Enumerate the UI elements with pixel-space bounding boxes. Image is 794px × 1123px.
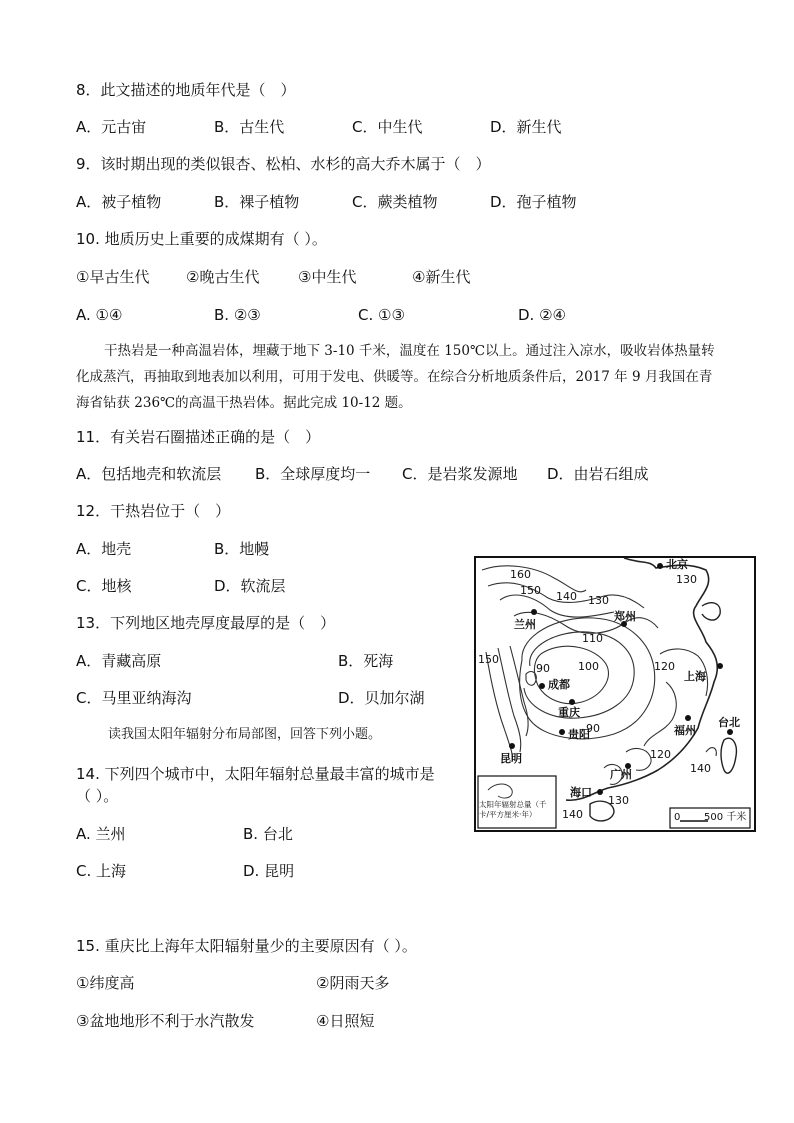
solar-radiation-map: [474, 556, 756, 832]
q11-option-a: A．包括地壳和软流层: [76, 465, 222, 483]
isoline-label: 110: [582, 632, 603, 645]
q13-option-a: A．青藏高原: [76, 652, 162, 670]
q15-item-4: ④日照短: [316, 1012, 375, 1030]
q8-option-a: A．元古宙: [76, 118, 147, 136]
isoline-label: 120: [650, 748, 671, 761]
isoline-label: 90: [536, 662, 550, 675]
q10-item-1: ①早古生代: [76, 268, 150, 286]
q9-option-b: B．裸子植物: [214, 193, 300, 211]
city-dot-chengdu: [539, 683, 545, 689]
q10-stem: 10. 地质历史上重要的成煤期有（ ）。: [76, 230, 327, 248]
isoline-label: 150: [478, 653, 499, 666]
q8-stem: 8．此文描述的地质年代是（ ）: [76, 81, 296, 99]
city-label-chongqing: 重庆: [558, 706, 580, 719]
q8-option-c: C．中生代: [352, 118, 423, 136]
q13-option-d: D．贝加尔湖: [338, 689, 425, 707]
city-dot-haikou: [597, 789, 603, 795]
isoline-label: 150: [520, 584, 541, 597]
scale-zero: 0: [674, 812, 681, 823]
q10-option-a: A. ①④: [76, 306, 123, 324]
q12-option-b: B．地幔: [214, 540, 270, 558]
q10-option-d: D. ②④: [518, 306, 566, 324]
q9-option-d: D．孢子植物: [490, 193, 577, 211]
city-dot-guiyang: [559, 729, 565, 735]
city-dot-kunming: [509, 743, 515, 749]
q10-item-2: ②晚古生代: [186, 268, 260, 286]
q8-option-b: B．古生代: [214, 118, 285, 136]
q10-item-3: ③中生代: [298, 268, 357, 286]
city-dot-beijing: [657, 563, 663, 569]
q14-option-d: D. 昆明: [243, 862, 295, 880]
q10-option-c: C. ①③: [358, 306, 405, 324]
q13-option-b: B．死海: [338, 652, 394, 670]
city-label-guiyang: 贵阳: [568, 728, 590, 741]
isoline-label: 130: [608, 794, 629, 807]
q14-option-a: A. 兰州: [76, 825, 126, 843]
q12-option-a: A．地壳: [76, 540, 132, 558]
city-dot-shanghai: [717, 663, 723, 669]
q13-stem: 13．下列地区地壳厚度最厚的是（ ）: [76, 614, 336, 632]
q11-option-d: D．由岩石组成: [547, 465, 649, 483]
isoline-label: 140: [556, 590, 577, 603]
city-label-haikou: 海口: [570, 786, 592, 799]
q12-option-c: C．地核: [76, 577, 132, 595]
isoline-label: 130: [588, 594, 609, 607]
q8-option-d: D．新生代: [490, 118, 562, 136]
isoline-label: 90: [586, 722, 600, 735]
q9-option-a: A．被子植物: [76, 193, 162, 211]
q13-option-c: C．马里亚纳海沟: [76, 689, 192, 707]
q15-stem: 15. 重庆比上海年太阳辐射量少的主要原因有（ ）。: [76, 937, 417, 955]
city-label-beijing: 北京: [666, 558, 688, 571]
q10-item-4: ④新生代: [412, 268, 471, 286]
isoline-label: 120: [654, 660, 675, 673]
q15-item-2: ②阴雨天多: [316, 974, 390, 992]
q15-item-1: ①纬度高: [76, 974, 135, 992]
city-dot-chongqing: [569, 699, 575, 705]
city-label-guangzhou: 广州: [610, 768, 632, 781]
q9-stem: 9．该时期出现的类似银杏、松柏、水杉的高大乔木属于（ ）: [76, 155, 491, 173]
q14-option-c: C. 上海: [76, 862, 127, 880]
city-dot-taipei: [727, 729, 733, 735]
q11-option-b: B．全球厚度均一: [255, 465, 371, 483]
q15-item-3: ③盆地地形不利于水汽散发: [76, 1012, 255, 1030]
isoline-label: 160: [510, 568, 531, 581]
city-label-zhengzhou: 郑州: [614, 610, 636, 623]
scale-label: 500 千米: [704, 812, 747, 823]
q14-stem: 14. 下列四个城市中，太阳年辐射总量最丰富的城市是: [76, 765, 435, 783]
city-label-taipei: 台北: [718, 716, 740, 729]
q14-stem-bracket: （ ）。: [76, 787, 119, 805]
reading-passage-hot-dry-rock: 干热岩是一种高温岩体，埋藏于地下 3-10 千米，温度在 150℃以上。通过注入凉水，吸收岩体热量转化成蒸汽，再抽取到地表加以利用，可用于发电、供暖等。在综合分析地质条件后，2017 年 9 月我国在青海省钻获 236℃的高温干热岩体。据此完成 10-12 题。: [76, 343, 715, 411]
city-label-shanghai: 上海: [684, 670, 706, 683]
isoline-label: 140: [690, 762, 711, 775]
city-label-fuzhou: 福州: [674, 724, 696, 737]
isoline-label: 140: [562, 808, 583, 821]
q9-option-c: C．蕨类植物: [352, 193, 438, 211]
city-label-kunming: 昆明: [500, 752, 522, 765]
legend-text: 太阳年辐射总量（千卡/平方厘米·年）: [479, 800, 547, 819]
q11-option-c: C．是岩浆发源地: [402, 465, 518, 483]
city-dot-fuzhou: [685, 715, 691, 721]
isoline-label: 130: [676, 573, 697, 586]
isoline-label: 100: [578, 660, 599, 673]
city-label-chengdu: 成都: [548, 678, 570, 691]
reading-passage-solar-map: 读我国太阳年辐射分布局部图，回答下列小题。: [108, 727, 382, 742]
q12-stem: 12．干热岩位于（ ）: [76, 502, 231, 520]
q10-option-b: B. ②③: [214, 306, 261, 324]
q14-option-b: B. 台北: [243, 825, 293, 843]
q12-option-d: D．软流层: [214, 577, 286, 595]
q11-stem: 11．有关岩石圈描述正确的是（ ）: [76, 428, 321, 446]
city-dot-lanzhou: [531, 609, 537, 615]
city-label-lanzhou: 兰州: [514, 618, 536, 631]
